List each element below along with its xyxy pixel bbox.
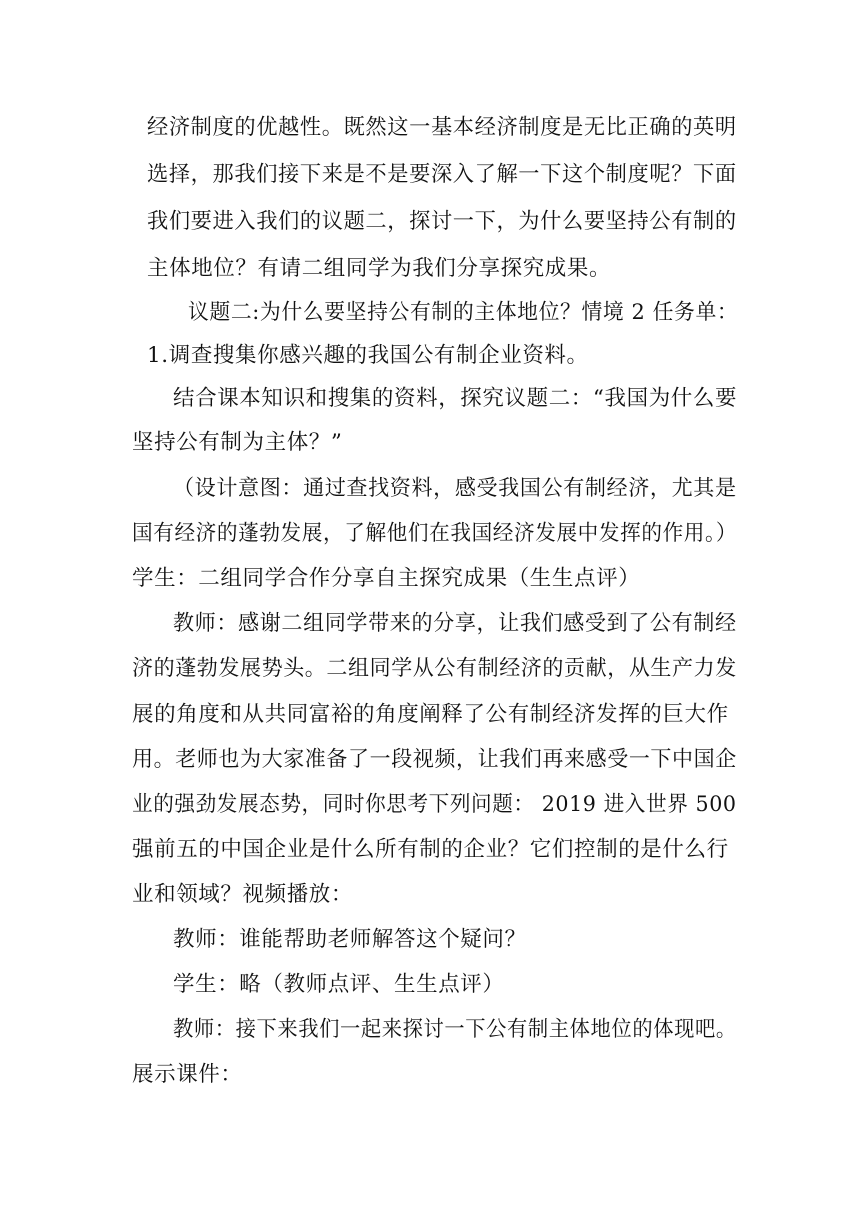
paragraph-line-7: 结合课本知识和搜集的资料，探究议题二：“我国为什么要 [173, 386, 738, 411]
teacher-line-4: 用。老师也为大家准备了一段视频，让我们再来感受一下中国企 [132, 747, 737, 772]
paragraph-line-2: 选择，那我们接下来是不是要深入了解一下这个制度呢？下面 [147, 162, 737, 187]
teacher-line-3: 展的角度和从共同富裕的角度阐释了公有制经济发挥的巨大作 [132, 702, 729, 727]
teacher-line-7: 业和领域？视频播放： [132, 882, 354, 907]
paragraph-line-3: 我们要进入我们的议题二，探讨一下，为什么要坚持公有制的 [147, 209, 737, 234]
paragraph-line-4: 主体地位？有请二组同学为我们分享探究成果。 [147, 256, 612, 281]
paragraph-line-8: 坚持公有制为主体？” [132, 430, 343, 455]
courseware-line: 展示课件： [132, 1062, 243, 1087]
design-intent-line-2: 国有经济的蓬勃发展，了解他们在我国经济发展中发挥的作用。） [132, 521, 738, 546]
student-line-1: 学生：二组同学合作分享自主探究成果（生生点评） [132, 566, 641, 591]
teacher-line-2: 济的蓬勃发展势头。二组同学从公有制经济的贡献，从生产力发 [132, 656, 737, 681]
teacher-line-6: 强前五的中国企业是什么所有制的企业？它们控制的是什么行 [132, 837, 729, 862]
paragraph-line-1: 经济制度的优越性。既然这一基本经济制度是无比正确的英明 [147, 115, 737, 140]
teacher-question-line: 教师：谁能帮助老师解答这个疑问？ [173, 927, 527, 952]
task-item-1: 1.调查搜集你感兴趣的我国公有制企业资料。 [147, 343, 589, 368]
design-intent-line-1: （设计意图：通过查找资料，感受我国公有制经济，尤其是 [173, 476, 737, 501]
teacher-line-8: 教师：接下来我们一起来探讨一下公有制主体地位的体现吧。 [173, 1017, 737, 1042]
teacher-line-5: 业的强劲发展态势，同时你思考下列问题： 2019 进入世界 500 [132, 792, 737, 817]
topic-line: 议题二:为什么要坚持公有制的主体地位？情境 2 任务单： [188, 300, 739, 325]
student-line-2: 学生：略（教师点评、生生点评） [173, 972, 505, 997]
teacher-line-1: 教师：感谢二组同学带来的分享，让我们感受到了公有制经 [173, 611, 737, 636]
